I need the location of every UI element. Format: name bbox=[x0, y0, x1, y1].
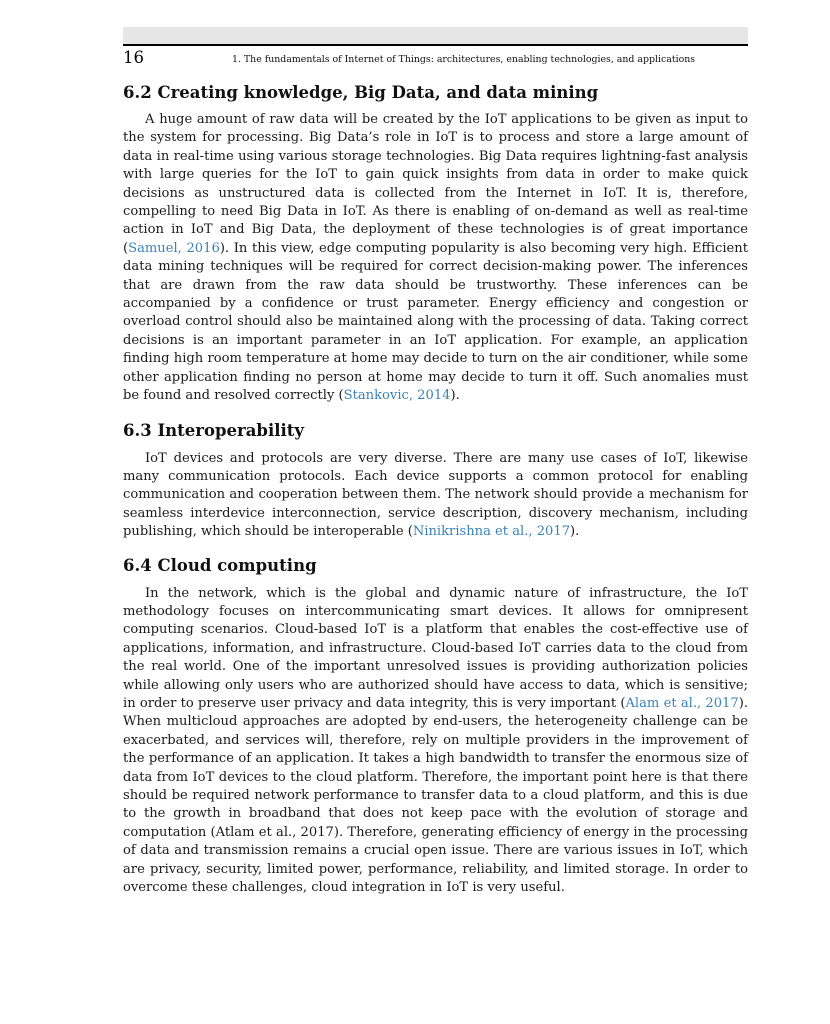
header-rule bbox=[123, 44, 748, 46]
citation-link-alam-2017[interactable]: Alam et al., 2017 bbox=[625, 695, 739, 711]
running-head: 1. The fundamentals of Internet of Things: architectures, enabling technologies, and applications bbox=[232, 54, 696, 65]
section-heading-6-2: 6.2 Creating knowledge, Big Data, and data mining bbox=[123, 83, 599, 102]
section-paragraph-6-4 bbox=[123, 585, 748, 898]
paragraph-text: ). In this view, edge computing popularity is also becoming very high. Efficient data mining techniques will be required for correct decision-making power. The inferences that are drawn from the raw data should be trustworthy. These inferences can be accompanied by a confidence or trust parameter. Energy efficiency and congestion or overload control should also be maintained along with the processing of data. Taking correct decisions is an important parameter in an IoT application. For example, an application finding high room temperature at home may decide to turn on the air conditioner, while some other application finding no person at home may decide to turn it off. Such anomalies must be found and resolved correctly ( bbox=[123, 240, 748, 404]
paragraph-text: ). bbox=[450, 388, 460, 404]
page-number: 16 bbox=[123, 48, 144, 67]
paragraph-text: IoT devices and protocols are very diverse. There are many use cases of IoT, likewise many communication protocols. Each device supports a common protocol for enabling communication and cooperation between them. The network should provide a mechanism for seamless interdevice interconnection, service description, discovery mechanism, including publishing, which should be interoperable ( bbox=[123, 450, 748, 540]
paragraph-text: ). bbox=[570, 524, 580, 540]
paragraph-text: A huge amount of raw data will be created by the IoT applications to be given as input to the system for processing. Big Data’s role in IoT is to process and store a large amount of data in real-time using various storage technologies. Big Data requires lightning-fast analysis with large queries for the IoT to gain quick insights from data in order to make quick decisions as unstructured data is collected from the Internet in IoT. It is, therefore, compelling to need Big Data in IoT. As there is enabling of on-demand as well as real-time action in IoT and Big Data, the deployment of these technologies is of great importance ( bbox=[123, 112, 748, 256]
section-paragraph-6-3 bbox=[123, 450, 748, 542]
paragraph-text: ). When multicloud approaches are adopted by end-users, the heterogeneity challenge can be exacerbated, and services will, therefore, rely on multiple providers in the improvement of the performance of an application. It takes a high bandwidth to transfer the enormous size of data from IoT devices to the cloud platform. Therefore, the important point here is that there should be required network performance to transfer data to a cloud platform, and this is due to the growth in broadband that does not keep pace with the evolution of storage and computation (Atlam et al., 2017). Therefore, generating efficiency of energy in the processing of data and transmission remains a crucial open issue. There are various issues in IoT, which are privacy, security, limited power, performance, reliability, and limited storage. In order to overcome these challenges, cloud integration in IoT is very useful. bbox=[123, 695, 748, 896]
citation-link-samuel-2016[interactable]: Samuel, 2016 bbox=[128, 240, 220, 256]
citation-link-ninikrishna-2017[interactable]: Ninikrishna et al., 2017 bbox=[412, 524, 571, 540]
section-heading-6-3: 6.3 Interoperability bbox=[123, 420, 304, 440]
page-body bbox=[123, 82, 748, 897]
section-paragraph-6-2 bbox=[123, 111, 748, 406]
header-band bbox=[123, 27, 748, 44]
citation-link-stankovic-2014[interactable]: Stankovic, 2014 bbox=[343, 388, 451, 404]
paragraph-text: In the network, which is the global and dynamic nature of infrastructure, the IoT methodology focuses on intercommunicating smart devices. It allows for omnipresent computing scenarios. Cloud-based IoT is a platform that enables the cost-effective use of applications, information, and infrastructure. Cloud-based IoT carries data to the cloud from the real world. One of the important unresolved issues is providing authorization policies while allowing only users who are authorized should have access to data, which is sensitive; in order to preserve user privacy and data integrity, this is very important ( bbox=[123, 585, 748, 711]
section-heading-6-4: 6.4 Cloud computing bbox=[123, 555, 317, 575]
